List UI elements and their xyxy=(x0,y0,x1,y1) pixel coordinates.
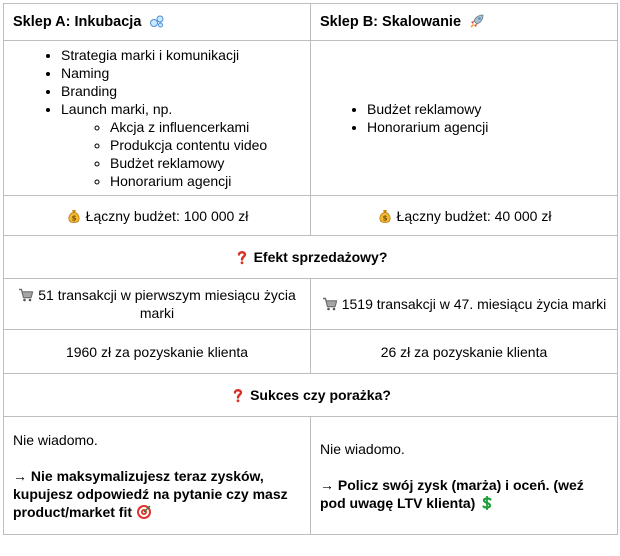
shopping-cart-icon xyxy=(322,296,338,312)
list-item: • Budżet reklamowy xyxy=(367,100,608,118)
shop-a-verdict xyxy=(4,417,311,535)
section-sales-effect xyxy=(4,236,618,279)
shop-a-sales-text: 51 transakcji w pierwszym miesiącu życia marki xyxy=(38,287,296,321)
shop-b-verdict-bold xyxy=(320,476,608,512)
money-bag-icon xyxy=(66,208,82,224)
shop-a-verdict-plain: Nie wiadomo. xyxy=(13,431,98,448)
shopping-cart-icon xyxy=(18,287,34,303)
question-mark-icon xyxy=(234,249,250,265)
dollar-icon xyxy=(479,495,495,511)
money-bag-icon xyxy=(377,208,393,224)
shop-a-verdict-bold-text: → Nie maksymalizujesz teraz zysków, kupujesz odpowiedź na pytanie czy masz product/market fit xyxy=(13,467,288,520)
svg-text:$: $ xyxy=(382,214,387,222)
sublist-item: ◦ Budżet reklamowy xyxy=(110,154,301,172)
shop-a-activities xyxy=(4,41,311,196)
shop-a-verdict-bold xyxy=(13,467,301,521)
sublist-item: ◦ Akcja z influencerkami xyxy=(110,118,301,136)
list-item: • Strategia marki i komunikacji xyxy=(61,46,301,64)
shop-b-budget-text: Łączny budżet: 40 000 zł xyxy=(396,207,552,224)
shop-a-title: Sklep A: Inkubacja xyxy=(13,14,142,30)
shop-b-verdict-bold-text: → Policz swój zysk (marża) i oceń. (weź pod uwagę LTV klienta) xyxy=(320,476,584,511)
target-icon xyxy=(136,504,152,520)
shop-b-cac: 26 zł za pozyskanie klienta xyxy=(311,330,618,374)
section-success-or-failure xyxy=(4,374,618,417)
shop-b-sales-text: 1519 transakcji w 47. miesiącu życia marki xyxy=(341,296,607,312)
shop-a-budget xyxy=(4,196,311,236)
sublist-item: ◦ Honorarium agencji xyxy=(110,172,301,190)
shop-b-verdict xyxy=(311,417,618,535)
shop-a-sales xyxy=(4,279,311,330)
launch-sublist xyxy=(61,118,301,190)
list-item-launch xyxy=(61,100,301,190)
shop-a-list xyxy=(13,46,301,190)
list-item: • Honorarium agencji xyxy=(367,118,608,136)
section-sales-effect-title: Efekt sprzedażowy? xyxy=(253,249,388,265)
shop-b-verdict-plain: Nie wiadomo. xyxy=(320,440,405,457)
sublist-item: ◦ Produkcja contentu video xyxy=(110,136,301,154)
shop-b-activities xyxy=(311,41,618,196)
comparison-table xyxy=(3,3,618,535)
svg-text:$: $ xyxy=(71,214,77,222)
rocket-icon xyxy=(469,13,485,29)
shop-a-cac: 1960 zł za pozyskanie klienta xyxy=(4,330,311,374)
section-success-title: Sukces czy porażka? xyxy=(250,387,391,403)
shop-b-list xyxy=(320,100,608,136)
list-item: • Branding xyxy=(61,82,301,100)
shop-a-budget-text: Łączny budżet: 100 000 zł xyxy=(85,207,249,224)
bubbles-icon xyxy=(149,13,165,29)
question-mark-icon xyxy=(230,387,246,403)
header-shop-b xyxy=(311,4,618,41)
shop-b-title: Sklep B: Skalowanie xyxy=(320,14,462,30)
list-item-label: Launch marki, np. xyxy=(61,101,173,117)
header-shop-a xyxy=(4,4,311,41)
shop-b-sales xyxy=(311,279,618,330)
list-item: • Naming xyxy=(61,64,301,82)
shop-b-budget xyxy=(311,196,618,236)
